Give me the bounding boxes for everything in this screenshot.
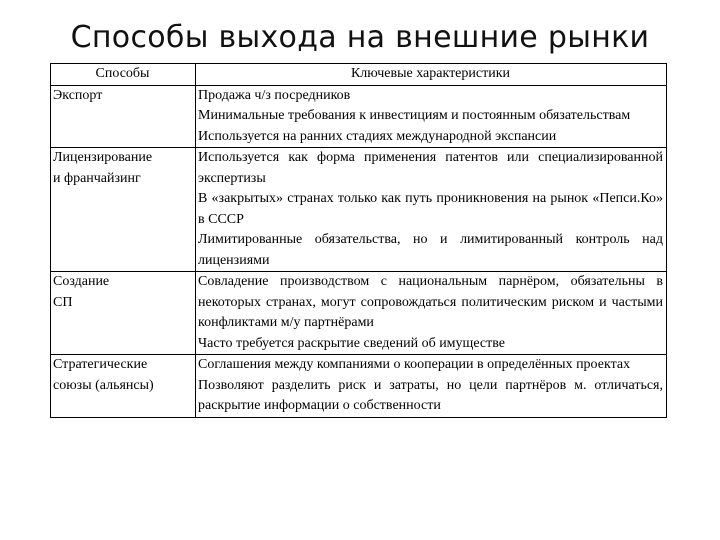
table-row xyxy=(51,85,667,148)
method-cell xyxy=(51,85,196,148)
header-methods: Способы xyxy=(51,64,196,86)
method-label: союзы (альянсы) xyxy=(53,377,154,393)
slide-title: Способы выхода на внешние рынки xyxy=(70,20,650,55)
table-header-row xyxy=(51,64,667,86)
characteristic-item: Продажа ч/з посредников xyxy=(198,87,351,103)
method-label: Стратегические xyxy=(53,357,148,372)
method-cell xyxy=(51,272,196,355)
header-characteristics: Ключевые характеристики xyxy=(196,64,667,86)
characteristics-cell xyxy=(196,85,667,148)
characteristic-item: Лимитированные обязательства, но и лимитированный контроль над лицензиями xyxy=(198,232,663,268)
characteristics-cell xyxy=(196,355,667,418)
method-label: СП xyxy=(53,294,73,310)
method-label: Лицензирование xyxy=(53,150,153,165)
method-cell xyxy=(51,355,196,418)
characteristic-item: Минимальные требования к инвестициям и постоянным обязательствам xyxy=(198,108,631,123)
characteristic-item: В «закрытых» странах только как путь проникновения на рынок «Пепси.Ко» в СССР xyxy=(198,191,663,227)
method-cell xyxy=(51,148,196,272)
entry-methods-table xyxy=(50,63,667,418)
characteristic-item: Используется как форма применения патентов или специализированной экспертизы xyxy=(198,150,663,186)
characteristic-item: Часто требуется раскрытие сведений об имуществе xyxy=(198,335,505,351)
table-row xyxy=(51,148,667,272)
table-row xyxy=(51,272,667,355)
method-label: и франчайзинг xyxy=(53,170,141,186)
method-label: Создание xyxy=(53,274,110,289)
table-row xyxy=(51,355,667,418)
method-label: Экспорт xyxy=(53,87,103,103)
characteristic-item: Соглашения между компаниями о кооперации в определённых проектах xyxy=(198,357,631,372)
characteristics-cell xyxy=(196,148,667,272)
characteristics-cell xyxy=(196,272,667,355)
characteristic-item: Используется на ранних стадиях международной экспансии xyxy=(198,128,557,144)
characteristic-item: Совладение производством с национальным парнёром, обязательны в некоторых странах, могут сопровождаться политическим риском и частыми конфликтами м/у партнёрами xyxy=(198,274,663,330)
characteristic-item: Позволяют разделить риск и затраты, но цели партнёров м. отличаться, раскрытие информации о собственности xyxy=(198,377,663,413)
